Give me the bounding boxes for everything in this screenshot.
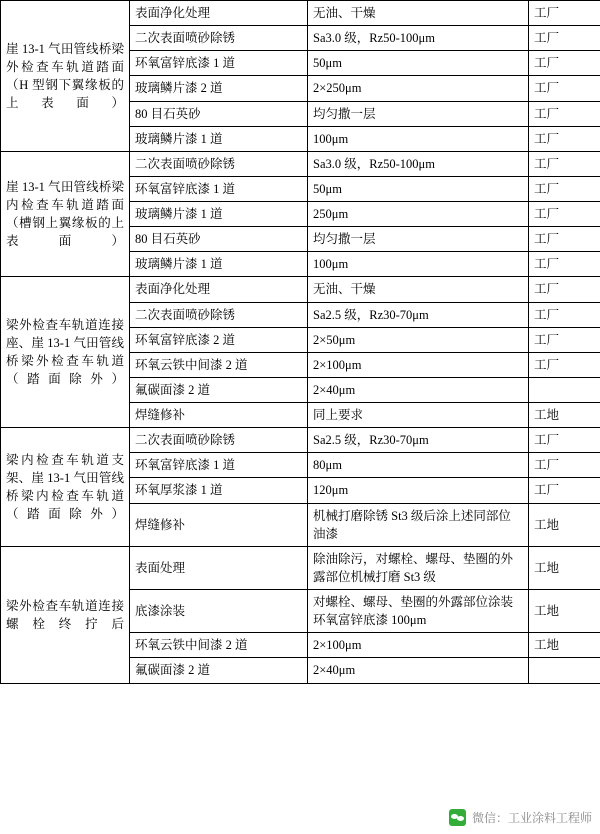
requirement-cell: Sa2.5 级，Rz30-70μm (308, 302, 529, 327)
location-cell: 工厂 (529, 227, 600, 252)
process-cell: 氟碳面漆 2 道 (130, 377, 308, 402)
process-cell: 焊缝修补 (130, 403, 308, 428)
process-cell: 玻璃鳞片漆 1 道 (130, 202, 308, 227)
table-body (1, 1, 600, 684)
watermark (449, 809, 592, 826)
requirement-cell: 50μm (308, 51, 529, 76)
requirement-cell: 250μm (308, 202, 529, 227)
requirement-cell: 2×40μm (308, 377, 529, 402)
location-cell: 工厂 (529, 51, 600, 76)
requirement-cell: 2×100μm (308, 352, 529, 377)
location-cell: 工厂 (529, 352, 600, 377)
location-cell: 工地 (529, 403, 600, 428)
process-cell: 表面净化处理 (130, 1, 308, 26)
requirement-cell: 2×50μm (308, 327, 529, 352)
table-row (1, 1, 600, 26)
requirement-cell: 50μm (308, 176, 529, 201)
location-cell: 工厂 (529, 252, 600, 277)
table-row (1, 277, 600, 302)
requirement-cell: 无油、干燥 (308, 1, 529, 26)
process-cell: 环氧云铁中间漆 2 道 (130, 633, 308, 658)
location-cell: 工厂 (529, 126, 600, 151)
location-cell (529, 658, 600, 683)
location-cell: 工厂 (529, 453, 600, 478)
requirement-cell: 除油除污，对螺栓、螺母、垫圈的外露部位机械打磨 St3 级 (308, 546, 529, 589)
table-row (1, 428, 600, 453)
part-cell: 梁外检查车轨道连接螺栓终拧后 (1, 546, 130, 683)
process-cell: 底漆涂装 (130, 590, 308, 633)
process-cell: 表面净化处理 (130, 277, 308, 302)
requirement-cell: Sa2.5 级，Rz30-70μm (308, 428, 529, 453)
requirement-cell: Sa3.0 级，Rz50-100μm (308, 151, 529, 176)
requirement-cell: 80μm (308, 453, 529, 478)
location-cell: 工地 (529, 590, 600, 633)
location-cell (529, 377, 600, 402)
requirement-cell: 2×250μm (308, 76, 529, 101)
requirement-cell: 无油、干燥 (308, 277, 529, 302)
part-cell: 梁内检查车轨道支架、崖 13-1 气田管线桥梁内检查车轨道（踏面除外） (1, 428, 130, 547)
location-cell: 工厂 (529, 302, 600, 327)
location-cell: 工地 (529, 546, 600, 589)
location-cell: 工厂 (529, 151, 600, 176)
process-cell: 玻璃鳞片漆 1 道 (130, 252, 308, 277)
requirement-cell: 2×100μm (308, 633, 529, 658)
location-cell: 工厂 (529, 428, 600, 453)
part-cell: 梁外检查车轨道连接座、崖 13-1 气田管线桥梁外检查车轨道（踏面除外） (1, 277, 130, 428)
requirement-cell: 均匀撒一层 (308, 227, 529, 252)
process-cell: 环氧富锌底漆 1 道 (130, 176, 308, 201)
location-cell: 工厂 (529, 76, 600, 101)
process-cell: 氟碳面漆 2 道 (130, 658, 308, 683)
requirement-cell: 同上要求 (308, 403, 529, 428)
location-cell: 工地 (529, 503, 600, 546)
process-cell: 80 目石英砂 (130, 227, 308, 252)
requirement-cell: 均匀撒一层 (308, 101, 529, 126)
location-cell: 工厂 (529, 101, 600, 126)
process-cell: 表面处理 (130, 546, 308, 589)
process-cell: 环氧富锌底漆 2 道 (130, 327, 308, 352)
location-cell: 工厂 (529, 26, 600, 51)
wechat-icon (449, 809, 466, 826)
table-row (1, 151, 600, 176)
requirement-cell: 机械打磨除锈 St3 级后涂上述同部位油漆 (308, 503, 529, 546)
process-cell: 焊缝修补 (130, 503, 308, 546)
table-row (1, 546, 600, 589)
requirement-cell: 100μm (308, 252, 529, 277)
location-cell: 工地 (529, 633, 600, 658)
process-cell: 80 目石英砂 (130, 101, 308, 126)
process-cell: 环氧云铁中间漆 2 道 (130, 352, 308, 377)
location-cell: 工厂 (529, 1, 600, 26)
process-cell: 二次表面喷砂除锈 (130, 26, 308, 51)
process-cell: 玻璃鳞片漆 2 道 (130, 76, 308, 101)
process-cell: 二次表面喷砂除锈 (130, 151, 308, 176)
requirement-cell: Sa3.0 级，Rz50-100μm (308, 26, 529, 51)
requirement-cell: 100μm (308, 126, 529, 151)
process-cell: 环氧富锌底漆 1 道 (130, 453, 308, 478)
process-cell: 环氧厚浆漆 1 道 (130, 478, 308, 503)
requirement-cell: 2×40μm (308, 658, 529, 683)
requirement-cell: 120μm (308, 478, 529, 503)
watermark-label: 微信：工业涂料工程师 (471, 811, 592, 825)
location-cell: 工厂 (529, 176, 600, 201)
process-cell: 环氧富锌底漆 1 道 (130, 51, 308, 76)
part-cell: 崖 13-1 气田管线桥梁内检查车轨道踏面（槽钢上翼缘板的上表面） (1, 151, 130, 277)
location-cell: 工厂 (529, 327, 600, 352)
location-cell: 工厂 (529, 277, 600, 302)
requirement-cell: 对螺栓、螺母、垫圈的外露部位涂装环氧富锌底漆 100μm (308, 590, 529, 633)
part-cell: 崖 13-1 气田管线桥梁外检查车轨道踏面（H 型钢下翼缘板的上表面） (1, 1, 130, 152)
process-cell: 二次表面喷砂除锈 (130, 302, 308, 327)
location-cell: 工厂 (529, 478, 600, 503)
process-cell: 二次表面喷砂除锈 (130, 428, 308, 453)
process-cell: 玻璃鳞片漆 1 道 (130, 126, 308, 151)
location-cell: 工厂 (529, 202, 600, 227)
